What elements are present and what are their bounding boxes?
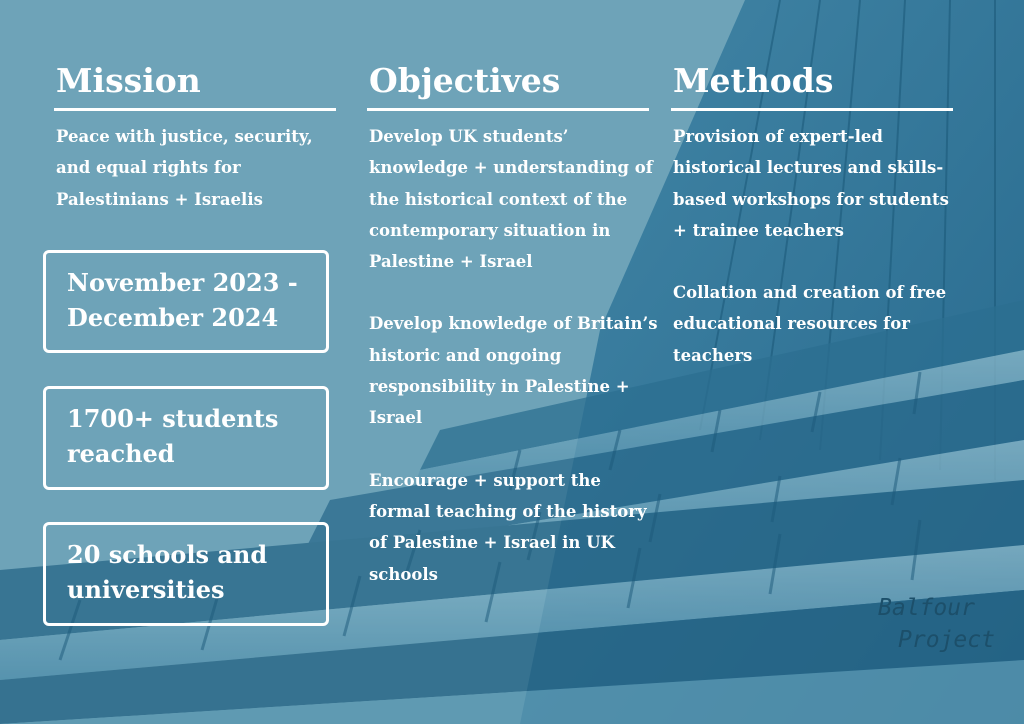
objective-item: Develop knowledge of Britain’s historic and ongoing responsibility in Palestine + Israel (369, 314, 658, 428)
mission-heading: Mission (56, 61, 201, 100)
logo-line-1: Balfour (878, 595, 975, 621)
objectives-divider (367, 108, 649, 111)
methods-heading: Methods (673, 61, 834, 100)
objectives-heading: Objectives (369, 61, 561, 100)
mission-column (54, 58, 336, 215)
method-item: Provision of expert-led historical lectures and skills-based workshops for students + trainee teachers (673, 127, 949, 240)
mission-statement: Peace with justice, security, and equal rights for Palestinians + Israelis (56, 127, 313, 209)
students-reached-box: 1700+ students reached (43, 386, 329, 490)
methods-column (671, 58, 961, 371)
logo-line-2: Project (898, 627, 995, 653)
balfour-project-logo (868, 589, 998, 659)
objective-item: Encourage + support the formal teaching of the history of Palestine + Israel in UK schools (369, 470, 647, 584)
methods-divider (671, 108, 953, 111)
objective-item: Develop UK students’ knowledge + understanding of the historical context of the contemporary situation in Palestine + Israel (369, 127, 653, 272)
method-item: Collation and creation of free educational resources for teachers (673, 283, 947, 365)
date-range-box: November 2023 - December 2024 (43, 250, 329, 353)
mission-divider (54, 108, 336, 111)
objectives-column (367, 58, 663, 590)
schools-count-box: 20 schools and universities (43, 522, 329, 626)
